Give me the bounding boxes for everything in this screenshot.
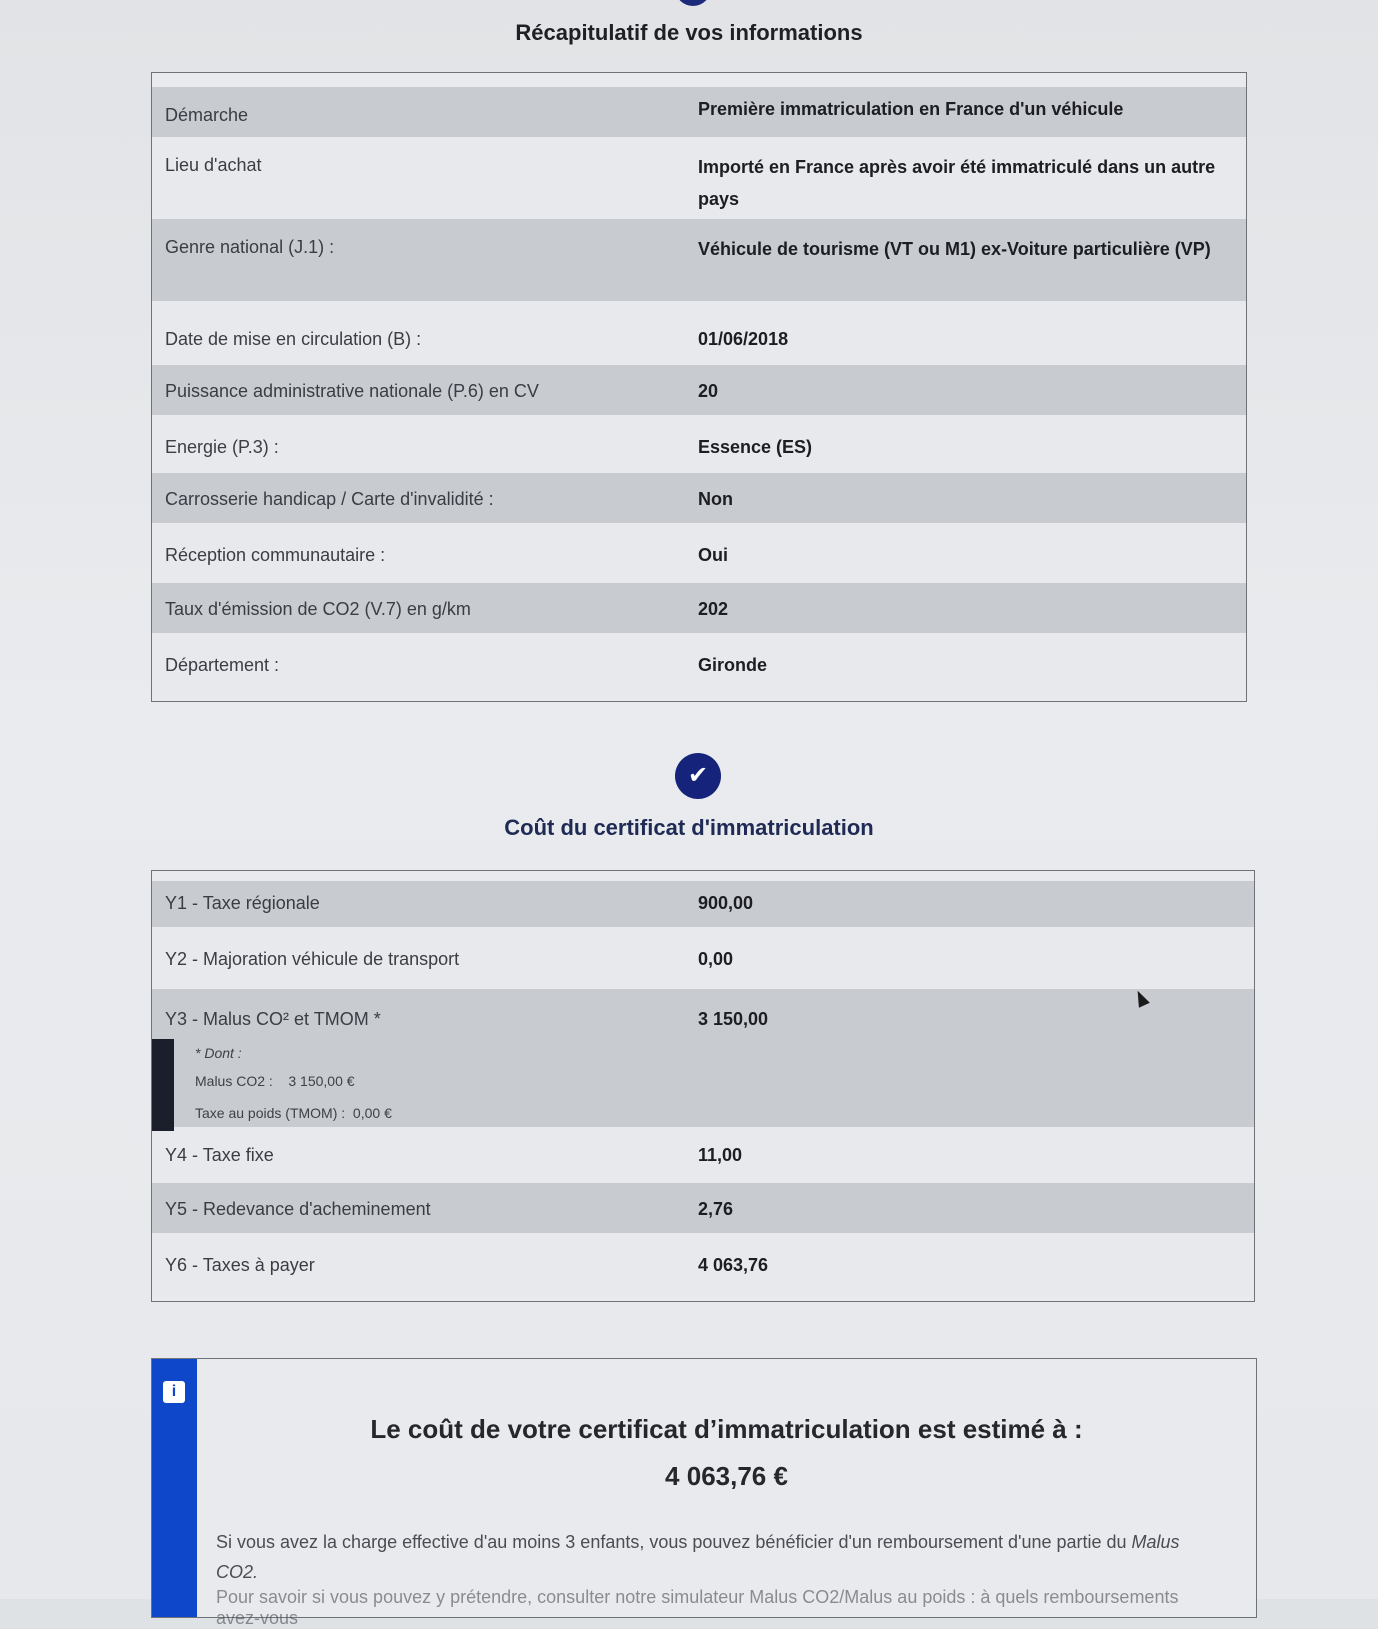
table-row [152, 633, 1246, 695]
row-label: Genre national (J.1) : [165, 237, 335, 257]
row-label: Département : [165, 655, 280, 675]
row-value: Première immatriculation en France d'un véhicule [698, 99, 1124, 119]
breakdown-marker [152, 1039, 174, 1131]
row-value: 11,00 [698, 1145, 743, 1165]
refund-notice-text: Si vous avez la charge effective d'au moins 3 enfants, vous pouvez bénéficier d'un remboursement d'une partie du [216, 1532, 1132, 1552]
table-row [152, 301, 1246, 365]
cost-title: Coût du certificat d'immatriculation [504, 815, 874, 840]
row-value: Véhicule de tourisme (VT ou M1) ex-Voiture particulière (VP) [698, 239, 1211, 259]
row-value: 01/06/2018 [698, 329, 789, 349]
table-row [152, 137, 1246, 219]
table-row [152, 219, 1246, 301]
row-label: Lieu d'achat [165, 155, 262, 175]
row-value: 2,76 [698, 1199, 734, 1219]
check-circle-icon: ✔ [675, 753, 721, 799]
row-label: Y4 - Taxe fixe [165, 1145, 274, 1165]
info-icon: i [163, 1381, 185, 1403]
table-row [152, 365, 1246, 415]
estimate-info-box [151, 1358, 1257, 1628]
row-label: Date de mise en circulation (B) : [165, 329, 422, 349]
row-label: Réception communautaire : [165, 545, 386, 565]
cost-table [151, 870, 1255, 1302]
breakdown-title: * Dont : [195, 1045, 242, 1061]
row-value: Gironde [698, 655, 768, 675]
estimate-heading: Le coût de votre certificat d’immatriculation est estimé à : [370, 1414, 1083, 1444]
row-label: Energie (P.3) : [165, 437, 279, 457]
table-row [152, 523, 1246, 583]
recap-table [151, 72, 1247, 702]
malus-breakdown [152, 1039, 612, 1125]
table-row [152, 881, 1254, 927]
row-label: Y1 - Taxe régionale [165, 893, 320, 913]
row-value: 202 [698, 599, 729, 619]
table-row [152, 1183, 1254, 1233]
row-value: 3 150,00 [698, 1009, 769, 1029]
table-row [152, 927, 1254, 989]
row-label: Y6 - Taxes à payer [165, 1255, 315, 1275]
row-label: Y2 - Majoration véhicule de transport [165, 949, 460, 969]
row-label: Carrosserie handicap / Carte d'invalidité : [165, 489, 494, 509]
info-accent-bar [152, 1359, 197, 1617]
table-row [152, 87, 1246, 137]
row-value: 900,00 [698, 893, 754, 913]
table-row [152, 1233, 1254, 1297]
estimate-amount: 4 063,76 € [665, 1461, 788, 1491]
row-value: Oui [698, 545, 728, 565]
row-label: Y5 - Redevance d'acheminement [165, 1199, 431, 1219]
refund-notice [216, 1527, 1226, 1587]
table-row [152, 415, 1246, 473]
y3-label: Y3 - Malus CO² et TMOM * [165, 1009, 381, 1029]
row-label: Puissance administrative nationale (P.6) en CV [165, 381, 539, 401]
row-label: Démarche [165, 105, 249, 125]
table-row [152, 989, 1254, 1127]
row-value: 0,00 [698, 949, 734, 969]
table-row [152, 473, 1246, 523]
row-value: Importé en France après avoir été immatriculé dans un autre pays [698, 157, 1216, 209]
row-value: Essence (ES) [698, 437, 813, 457]
breakdown-malus: Malus CO2 : 3 150,00 € [195, 1073, 355, 1089]
row-value: Non [698, 489, 733, 509]
step-indicator-icon [675, 0, 711, 6]
row-label: Taux d'émission de CO2 (V.7) en g/km [165, 599, 471, 619]
row-value: 4 063,76 [698, 1255, 769, 1275]
breakdown-tmom: Taxe au poids (TMOM) : 0,00 € [195, 1105, 392, 1121]
table-row [152, 1127, 1254, 1183]
refund-notice-emphasis: Malus CO2. [216, 1532, 1180, 1582]
recap-title: Récapitulatif de vos informations [515, 20, 863, 45]
simulator-link-text[interactable]: Pour savoir si vous pouvez y prétendre, consulter notre simulateur Malus CO2/Malus au poids : à quels remboursements avez-vous [216, 1587, 1179, 1628]
table-row [152, 583, 1246, 633]
row-value: 20 [698, 381, 719, 401]
